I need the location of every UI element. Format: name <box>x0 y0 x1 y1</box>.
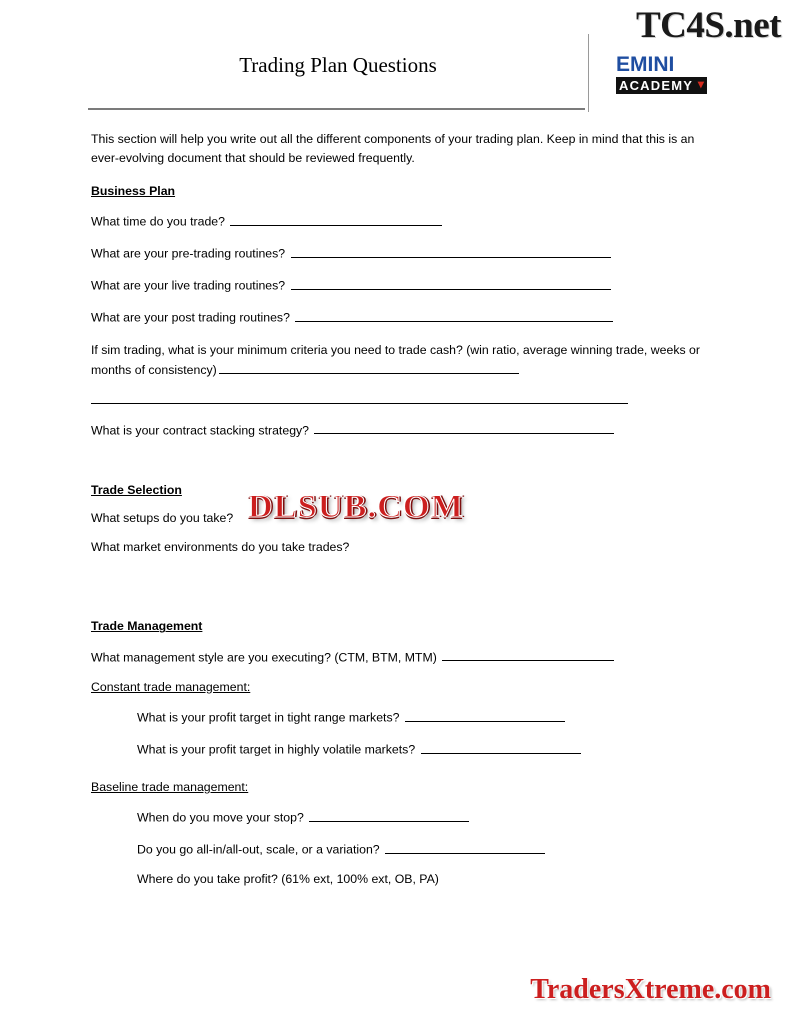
question-label: What is your profit target in tight range markets? <box>137 710 400 725</box>
question-row <box>137 873 703 885</box>
section-heading-trade-management: Trade Management <box>91 619 203 634</box>
answer-blank[interactable] <box>442 649 614 662</box>
question-row <box>91 245 703 260</box>
question-label: What are your pre-trading routines? <box>91 247 286 262</box>
section-spacer <box>91 600 703 620</box>
answer-blank[interactable] <box>219 361 519 374</box>
section-spacer <box>91 570 703 600</box>
question-row <box>91 277 703 292</box>
page-title: Trading Plan Questions <box>239 53 437 77</box>
question-row <box>91 213 703 228</box>
answer-blank[interactable] <box>230 213 442 226</box>
question-label: What is your profit target in highly volatile markets? <box>137 742 416 757</box>
tradersxtreme-watermark: TradersXtreme.com <box>530 974 771 1005</box>
document-header <box>88 48 706 110</box>
emini-academy-logo <box>616 54 736 95</box>
question-row <box>91 341 703 403</box>
question-row <box>91 422 703 437</box>
section-heading-trade-selection: Trade Selection <box>91 482 182 497</box>
question-label: Do you go all-in/all-out, scale, or a variation? <box>137 842 380 857</box>
subsection-heading-baseline-trade-management: Baseline trade management: <box>91 779 249 794</box>
tc4s-watermark: TC4S.net <box>635 5 781 46</box>
subsection-heading-constant-trade-management: Constant trade management: <box>91 679 251 694</box>
question-label: When do you move your stop? <box>137 810 304 825</box>
question-label: What market environments do you take trades? <box>91 540 350 555</box>
answer-blank[interactable] <box>291 245 611 258</box>
answer-blank[interactable] <box>385 841 545 854</box>
question-row <box>91 309 703 324</box>
section-spacer <box>91 454 703 484</box>
question-row <box>91 541 703 553</box>
logo-text-emini: EMINI <box>616 53 675 76</box>
question-label: If sim trading, what is your minimum criteria you need to trade cash? (win ratio, average winning trade, weeks or months of consistency) <box>91 343 700 377</box>
answer-blank-continuation[interactable] <box>91 403 628 404</box>
question-row <box>137 841 703 856</box>
dlsub-watermark: DLSUB.COM <box>247 489 465 525</box>
question-label: What management style are you executing? (CTM, BTM, MTM) <box>91 650 437 665</box>
question-label: What are your live trading routines? <box>91 279 286 293</box>
logo-tick-icon: ▾ <box>697 77 706 91</box>
logo-academy-label: ACADEMY <box>619 78 694 93</box>
question-row <box>137 741 703 756</box>
question-label: What is your contract stacking strategy? <box>91 423 310 438</box>
answer-blank[interactable] <box>291 277 611 290</box>
question-row <box>137 709 703 724</box>
question-label: What are your post trading routines? <box>91 310 290 325</box>
question-row <box>91 649 703 664</box>
logo-text-academy <box>616 77 707 94</box>
question-label: What setups do you take? <box>91 510 234 525</box>
answer-blank[interactable] <box>421 741 581 754</box>
question-label: Where do you take profit? (61% ext, 100% ext, OB, PA) <box>137 872 439 887</box>
question-label: What time do you trade? <box>91 215 225 230</box>
question-row <box>137 809 703 824</box>
answer-blank[interactable] <box>309 809 469 822</box>
intro-paragraph: This section will help you write out all the different components of your trading plan. Keep in mind that this is an ever-evolving document that should be reviewed frequently. <box>91 132 695 166</box>
answer-blank[interactable] <box>295 309 613 322</box>
answer-blank[interactable] <box>314 422 614 435</box>
answer-blank[interactable] <box>405 709 565 722</box>
header-vertical-divider <box>588 34 589 112</box>
header-divider <box>88 108 585 110</box>
section-heading-business-plan: Business Plan <box>91 184 176 199</box>
